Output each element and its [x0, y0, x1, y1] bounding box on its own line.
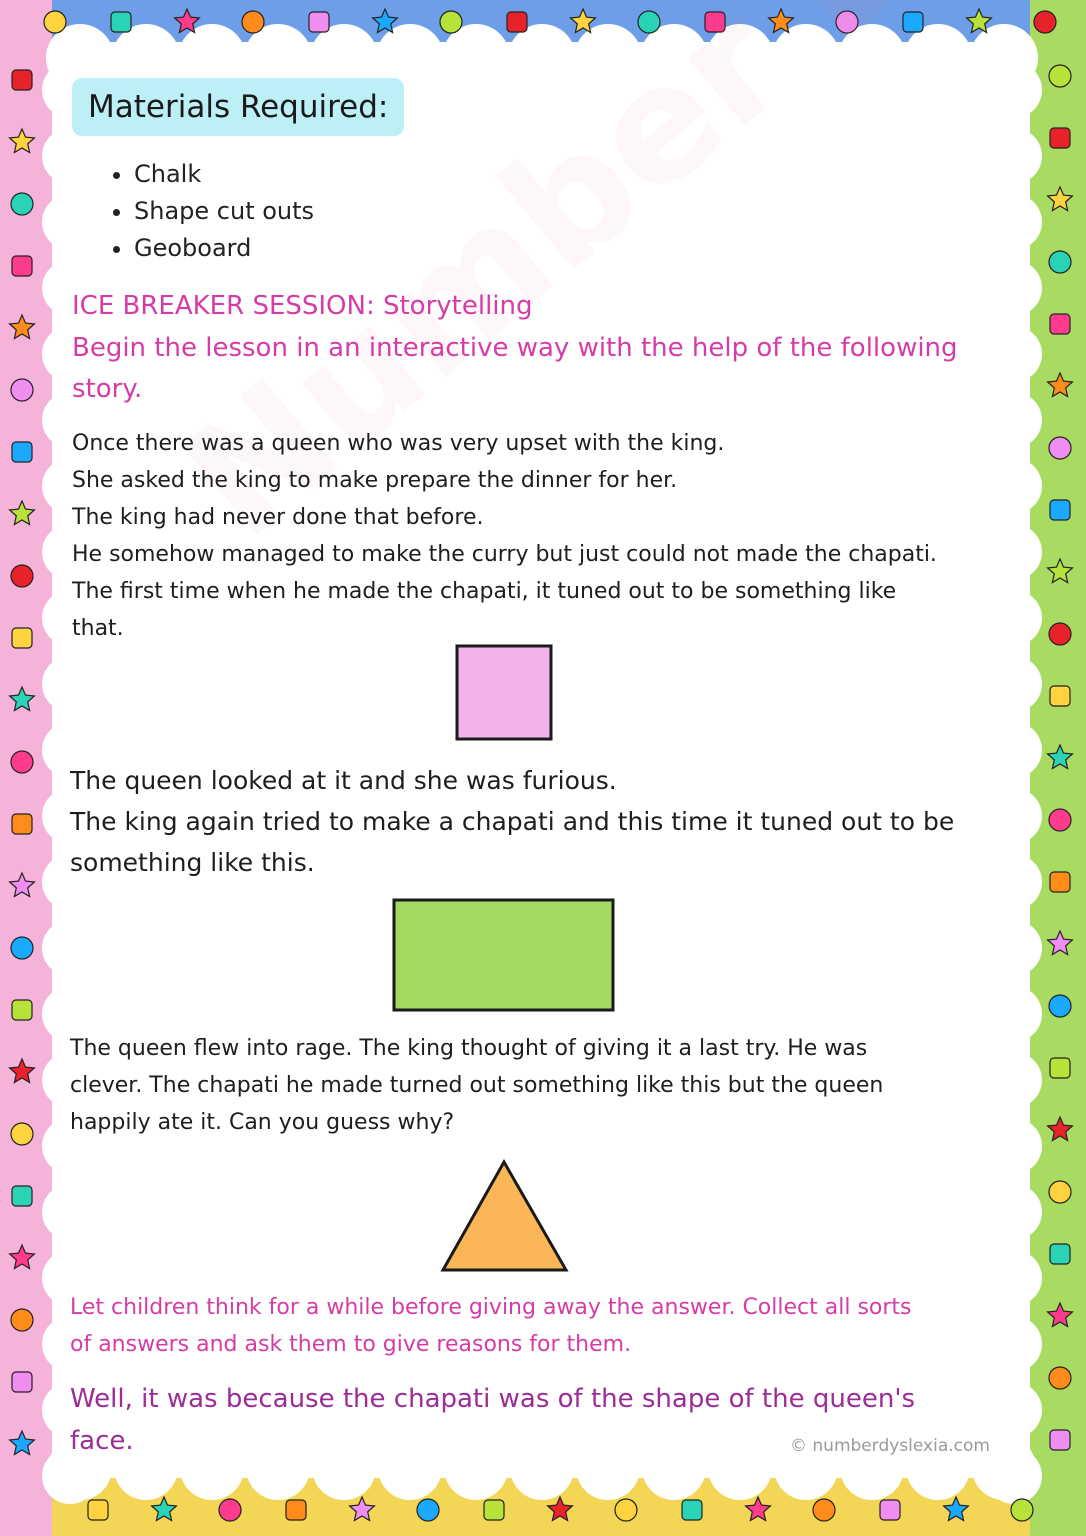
decor-icon	[10, 501, 35, 525]
list-item: • Geoboard	[134, 230, 314, 267]
decor-icon	[507, 12, 527, 32]
decor-icon	[10, 1431, 35, 1455]
decor-icon	[1050, 686, 1070, 706]
decor-icon	[1048, 559, 1073, 583]
story-line: The first time when he made the chapati, it tuned out to be something like	[72, 579, 897, 604]
decor-icon	[11, 565, 33, 587]
list-item: • Chalk	[134, 156, 314, 193]
decor-icon	[1048, 931, 1073, 955]
icebreaker-intro-line-2: story.	[72, 374, 143, 404]
decor-icon	[350, 1497, 375, 1521]
teacher-note-line-1: Let children think for a while before giving away the answer. Collect all sorts	[70, 1295, 912, 1320]
story-line: She asked the king to make prepare the dinner for her.	[72, 468, 678, 493]
story-line: The king again tried to make a chapati and this time it tuned out to be	[70, 807, 955, 836]
decor-icon	[309, 12, 329, 32]
decor-icon	[1050, 314, 1070, 334]
decor-icon	[12, 628, 32, 648]
decor-icon	[10, 129, 35, 153]
story-part-1	[72, 425, 937, 647]
decor-icon	[1048, 1303, 1073, 1327]
teacher-note-line-2: of answers and ask them to give reasons for them.	[70, 1332, 632, 1357]
story-line: The king had never done that before.	[72, 505, 484, 530]
decor-icon	[10, 873, 35, 897]
icebreaker-intro-line-1: Begin the lesson in an interactive way with the help of the following	[72, 333, 958, 363]
decor-icon	[1048, 745, 1073, 769]
decor-icon	[1049, 1367, 1071, 1389]
decor-icon	[682, 1500, 702, 1520]
credit-text: © numberdyslexia.com	[790, 1436, 990, 1456]
watermark-logo: Number	[150, 0, 820, 574]
decor-icon	[746, 1497, 771, 1521]
decor-icon	[944, 1497, 969, 1521]
answer-line-1: Well, it was because the chapati was of the shape of the queen's	[70, 1384, 916, 1414]
decor-icon	[10, 1245, 35, 1269]
decor-icon	[1050, 1058, 1070, 1078]
decor-icon	[1050, 500, 1070, 520]
decor-icon	[12, 70, 32, 90]
decor-icon	[11, 193, 33, 215]
decor-icon	[813, 1499, 835, 1521]
triangle-shape	[440, 1158, 570, 1274]
story-line: The queen looked at it and she was furious.	[70, 766, 617, 795]
story-line: Once there was a queen who was very upset with the king.	[72, 431, 725, 456]
decor-icon	[44, 11, 66, 33]
decor-icon	[440, 11, 462, 33]
decor-icon	[417, 1499, 439, 1521]
story-line: The queen flew into rage. The king thought of giving it a last try. He was	[70, 1036, 868, 1061]
decor-icon	[484, 1500, 504, 1520]
decor-icon	[10, 687, 35, 711]
decor-icon	[1050, 1430, 1070, 1450]
decor-icon	[10, 1059, 35, 1083]
decor-icon	[12, 814, 32, 834]
story-line: something like this.	[70, 848, 315, 877]
decor-icon	[12, 256, 32, 276]
story-line: that.	[72, 616, 124, 641]
materials-heading: Materials Required:	[88, 89, 389, 125]
decor-icon	[11, 937, 33, 959]
decor-icon	[12, 442, 32, 462]
materials-heading-box	[72, 78, 404, 136]
story-line: happily ate it. Can you guess why?	[70, 1110, 455, 1135]
story-part-3	[70, 1030, 883, 1141]
decor-icon	[1011, 1499, 1033, 1521]
decor-icon	[1049, 809, 1071, 831]
story-line: clever. The chapati he made turned out something like this but the queen	[70, 1073, 884, 1098]
decor-icon	[10, 315, 35, 339]
decor-icon	[11, 1309, 33, 1331]
decor-icon	[880, 1500, 900, 1520]
decor-icon	[1049, 251, 1071, 273]
icebreaker-title: ICE BREAKER SESSION: Storytelling	[72, 291, 533, 321]
decor-icon	[1049, 995, 1071, 1017]
decor-icon	[88, 1500, 108, 1520]
decor-icon	[1050, 128, 1070, 148]
decor-icon	[11, 1123, 33, 1145]
decor-icon	[615, 1499, 637, 1521]
square-shape	[455, 644, 555, 742]
decor-icon	[111, 12, 131, 32]
decor-icon	[12, 1000, 32, 1020]
decor-icon	[1034, 11, 1056, 33]
decor-icon	[1049, 623, 1071, 645]
decor-icon	[12, 1186, 32, 1206]
decor-icon	[242, 11, 264, 33]
decor-icon	[1050, 872, 1070, 892]
answer-line-2: face.	[70, 1426, 134, 1456]
decor-icon	[1049, 437, 1071, 459]
story-part-2	[70, 760, 954, 883]
decor-icon	[219, 1499, 241, 1521]
decor-icon	[1050, 1244, 1070, 1264]
decor-icon	[11, 379, 33, 401]
decor-icon	[1048, 1117, 1073, 1141]
decor-icon	[1048, 373, 1073, 397]
decor-icon	[1048, 187, 1073, 211]
decor-icon	[1049, 1181, 1071, 1203]
list-item: • Shape cut outs	[134, 193, 314, 230]
decor-icon	[548, 1497, 573, 1521]
decor-icon	[11, 751, 33, 773]
decor-icon	[1049, 65, 1071, 87]
decor-icon	[286, 1500, 306, 1520]
story-line: He somehow managed to make the curry but just could not made the chapati.	[72, 542, 937, 567]
materials-list	[90, 156, 314, 267]
decor-icon	[152, 1497, 177, 1521]
rectangle-shape	[392, 898, 616, 1013]
decor-icon	[12, 1372, 32, 1392]
